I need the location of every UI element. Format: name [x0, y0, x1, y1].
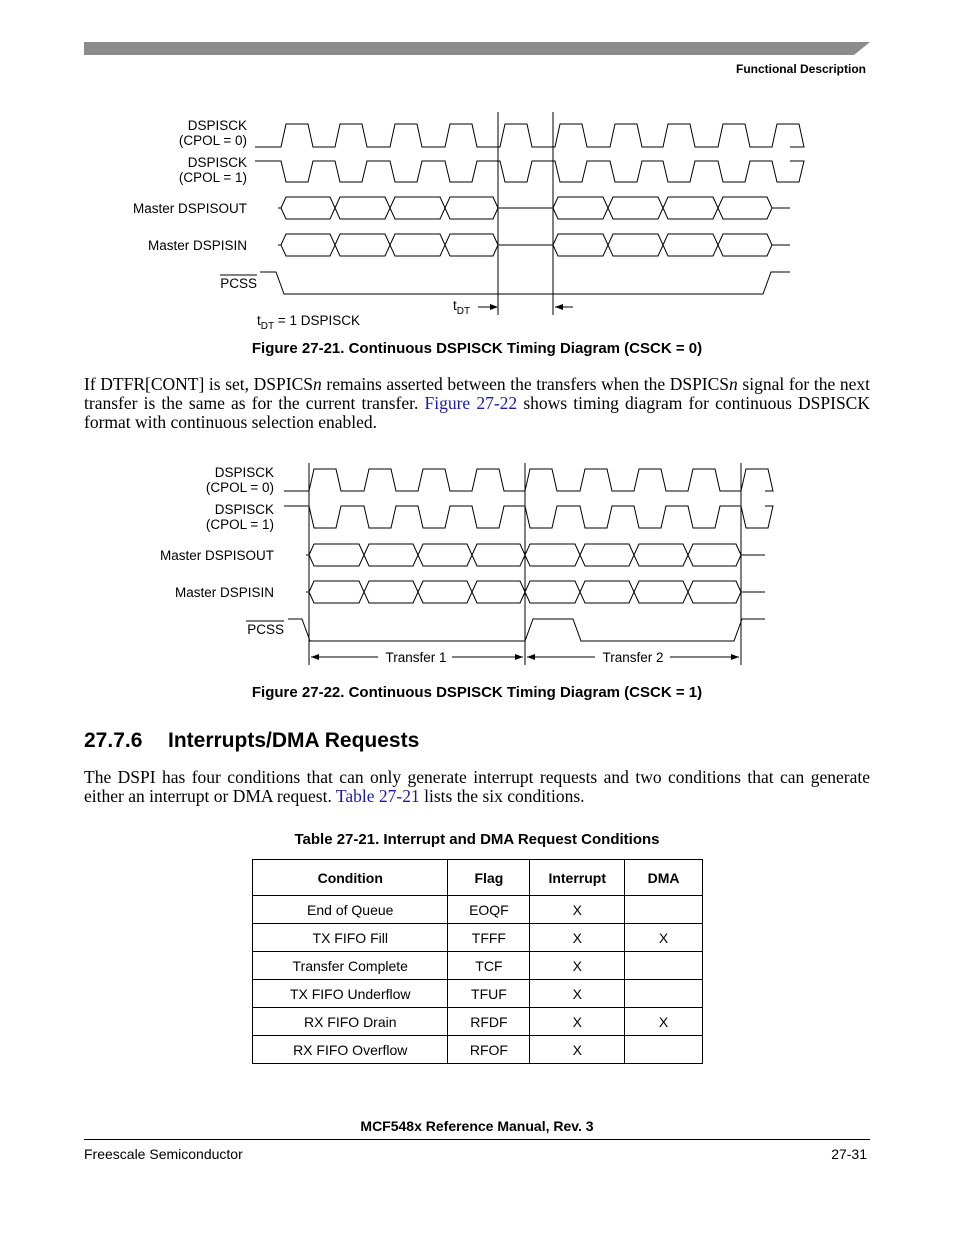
cell-flag: RFOF	[448, 1036, 530, 1064]
paragraph-interrupts: The DSPI has four conditions that can only generate interrupt requests and two conditions that can generate either an interrupt or DMA request. Table 27-21 lists the six conditions.	[84, 767, 870, 806]
cell-interrupt: X	[530, 1008, 625, 1036]
cell-dma	[625, 896, 703, 924]
header-interrupt: Interrupt	[530, 860, 625, 896]
fig1-dspisout-wave	[278, 197, 790, 219]
fig2-label-dspisck0: DSPISCK	[214, 465, 274, 480]
cell-condition: End of Queue	[253, 896, 448, 924]
fig2-label-pcss: PCSS	[247, 622, 284, 637]
fig1-label-dspisck0: DSPISCK	[187, 118, 247, 133]
cell-condition: Transfer Complete	[253, 952, 448, 980]
table-row	[253, 1036, 703, 1064]
timing-diagram-2	[0, 455, 954, 675]
cell-flag: TCF	[448, 952, 530, 980]
fig1-dspisin-wave	[278, 234, 790, 256]
cell-dma	[625, 980, 703, 1008]
cell-condition: TX FIFO Fill	[253, 924, 448, 952]
fig2-pcss-wave	[288, 619, 765, 641]
fig2-dspisck-cpol0-wave	[284, 469, 773, 491]
cell-dma	[625, 952, 703, 980]
cell-dma: X	[625, 924, 703, 952]
fig2-label-cpol0: (CPOL = 0)	[205, 480, 274, 495]
footer-page-number: 27-31	[831, 1146, 867, 1162]
footer-manual-title: MCF548x Reference Manual, Rev. 3	[360, 1118, 594, 1134]
cell-interrupt: X	[530, 980, 625, 1008]
timing-diagram-1	[0, 100, 954, 335]
cell-interrupt: X	[530, 952, 625, 980]
table-caption: Table 27-21. Interrupt and DMA Request Conditions	[294, 831, 660, 848]
interrupt-dma-table	[252, 859, 703, 1064]
cell-interrupt: X	[530, 924, 625, 952]
footer-company: Freescale Semiconductor	[84, 1146, 243, 1162]
figure-27-22-link[interactable]: Figure 27-22	[424, 393, 518, 413]
fig2-label-dspisin: Master DSPISIN	[174, 585, 274, 600]
table-row	[253, 980, 703, 1008]
footer-divider	[84, 1139, 870, 1140]
table-row	[253, 1008, 703, 1036]
cell-flag: TFUF	[448, 980, 530, 1008]
cell-condition: RX FIFO Overflow	[253, 1036, 448, 1064]
header-condition: Condition	[253, 860, 448, 896]
fig1-tdt-note: $t_{DT} = 1$ DSPISCK	[257, 313, 361, 332]
fig2-dspisout-wave	[306, 544, 765, 566]
header-flag: Flag	[448, 860, 530, 896]
fig2-dspisin-wave	[306, 581, 765, 603]
transfer-1-label: Transfer 1	[385, 650, 447, 665]
fig1-label-cpol0: (CPOL = 0)	[178, 133, 247, 148]
fig1-label-dspisout: Master DSPISOUT	[132, 201, 247, 216]
table-row	[253, 952, 703, 980]
cell-dma: X	[625, 1008, 703, 1036]
fig1-label-pcss: PCSS	[220, 276, 257, 291]
cell-condition: TX FIFO Underflow	[253, 980, 448, 1008]
table-header-row	[253, 860, 703, 896]
cell-flag: EOQF	[448, 896, 530, 924]
cell-condition: RX FIFO Drain	[253, 1008, 448, 1036]
cell-dma	[625, 1036, 703, 1064]
table-row	[253, 924, 703, 952]
fig2-label-cpol1: (CPOL = 1)	[205, 517, 274, 532]
fig1-dspisck-cpol1-wave	[255, 161, 804, 182]
fig2-label-dspisout: Master DSPISOUT	[159, 548, 274, 563]
header-bar	[0, 0, 954, 60]
fig1-label-dspisin: Master DSPISIN	[147, 238, 247, 253]
fig1-pcss-wave	[260, 272, 790, 294]
fig1-tdt-label: $t_{DT}$	[453, 298, 471, 317]
table-27-21-link[interactable]: Table 27-21	[335, 786, 420, 806]
cell-flag: RFDF	[448, 1008, 530, 1036]
cell-interrupt: X	[530, 896, 625, 924]
table-row	[253, 896, 703, 924]
transfer-2-label: Transfer 2	[602, 650, 664, 665]
figure2-caption: Figure 27-22. Continuous DSPISCK Timing Diagram (CSCK = 1)	[251, 684, 703, 701]
figure1-caption: Figure 27-21. Continuous DSPISCK Timing Diagram (CSCK = 0)	[251, 340, 703, 357]
section-heading: 27.7.6 Interrupts/DMA Requests	[84, 729, 420, 752]
fig2-label-dspisck1: DSPISCK	[214, 502, 274, 517]
cell-interrupt: X	[530, 1036, 625, 1064]
fig2-dspisck-cpol1-wave	[284, 506, 773, 528]
cell-flag: TFFF	[448, 924, 530, 952]
fig1-label-cpol1: (CPOL = 1)	[178, 170, 247, 185]
header-dma: DMA	[625, 860, 703, 896]
fig1-dspisck-cpol0-wave	[255, 124, 804, 147]
paragraph-cont: If DTFR[CONT] is set, DSPICSn remains asserted between the transfers when the DSPICSn signal for the next transfer is the same as for the current transfer. Figure 27-22 shows timing diagram for continuous DSPISCK format with continuous selection enabled.	[84, 374, 871, 432]
header-section-title: Functional Description	[735, 62, 866, 76]
fig1-label-dspisck1: DSPISCK	[187, 155, 247, 170]
